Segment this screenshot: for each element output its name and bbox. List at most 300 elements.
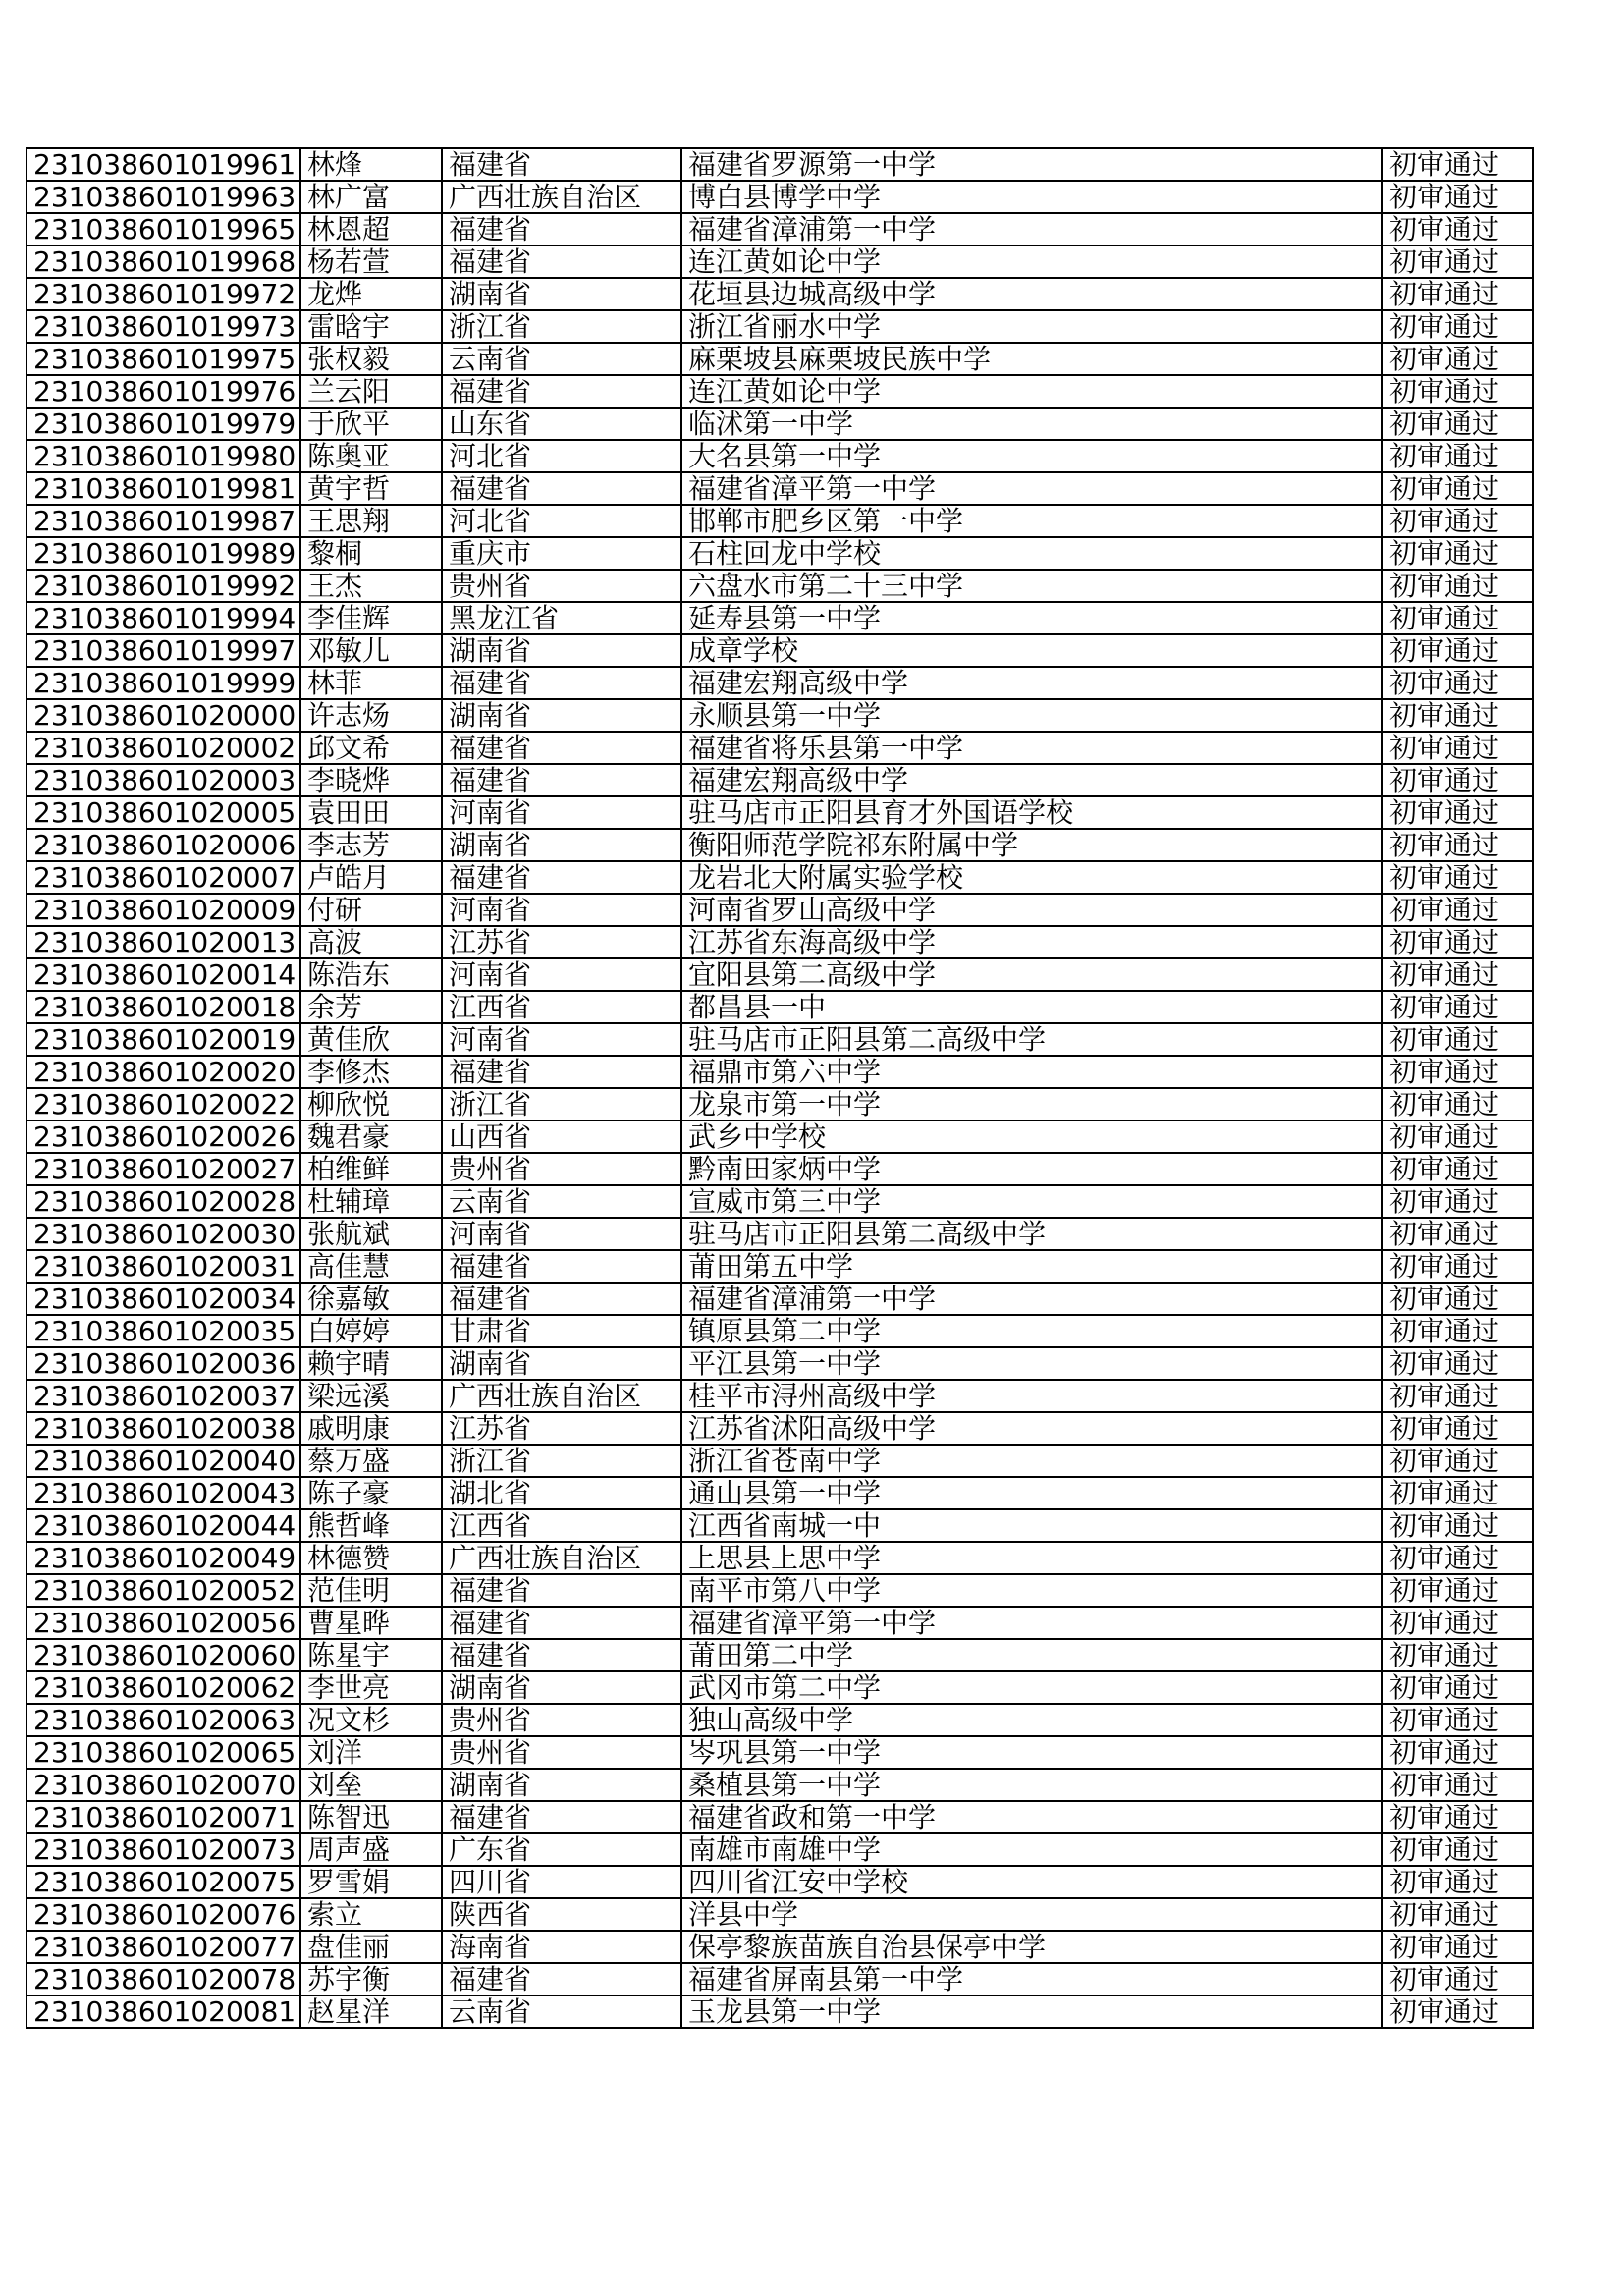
candidate-id-cell: 231038601020070 [27,1769,300,1801]
school-cell: 南雄市南雄中学 [681,1833,1382,1866]
candidate-name-cell: 赵星洋 [300,1995,442,2028]
status-cell: 初审通过 [1382,1866,1533,1898]
province-cell: 浙江省 [442,1088,681,1121]
school-cell: 永顺县第一中学 [681,699,1382,732]
candidate-id-cell: 231038601019972 [27,278,300,310]
candidate-name-cell: 林德赞 [300,1542,442,1574]
candidate-id-cell: 231038601020077 [27,1931,300,1963]
school-cell: 福建宏翔高级中学 [681,667,1382,699]
table-row [27,148,1533,181]
candidate-id-cell: 231038601020056 [27,1607,300,1639]
status-cell: 初审通过 [1382,1250,1533,1283]
status-cell: 初审通过 [1382,1056,1533,1088]
school-cell: 驻马店市正阳县第二高级中学 [681,1218,1382,1250]
school-cell: 浙江省苍南中学 [681,1445,1382,1477]
school-cell: 福建省漳平第一中学 [681,472,1382,505]
province-cell: 广西壮族自治区 [442,1542,681,1574]
status-cell: 初审通过 [1382,375,1533,408]
status-cell: 初审通过 [1382,505,1533,537]
table-row [27,1153,1533,1185]
school-cell: 福建省将乐县第一中学 [681,732,1382,764]
table-row [27,1121,1533,1153]
school-cell: 独山高级中学 [681,1704,1382,1736]
candidate-name-cell: 索立 [300,1898,442,1931]
status-cell: 初审通过 [1382,1509,1533,1542]
province-cell: 陕西省 [442,1898,681,1931]
candidate-id-cell: 231038601020073 [27,1833,300,1866]
status-cell: 初审通过 [1382,213,1533,246]
province-cell: 河南省 [442,894,681,926]
table-row [27,570,1533,602]
candidate-id-cell: 231038601020076 [27,1898,300,1931]
candidate-id-cell: 231038601019961 [27,148,300,181]
status-cell: 初审通过 [1382,1898,1533,1931]
status-cell: 初审通过 [1382,634,1533,667]
table-row [27,796,1533,829]
candidate-name-cell: 兰云阳 [300,375,442,408]
candidate-name-cell: 白婷婷 [300,1315,442,1347]
table-row [27,213,1533,246]
candidate-name-cell: 况文杉 [300,1704,442,1736]
school-cell: 河南省罗山高级中学 [681,894,1382,926]
candidate-id-cell: 231038601019968 [27,246,300,278]
candidate-id-cell: 231038601020000 [27,699,300,732]
candidate-name-cell: 邓敏儿 [300,634,442,667]
status-cell: 初审通过 [1382,440,1533,472]
candidate-name-cell: 袁田田 [300,796,442,829]
status-cell: 初审通过 [1382,1736,1533,1769]
candidate-id-cell: 231038601019997 [27,634,300,667]
school-cell: 保亭黎族苗族自治县保亭中学 [681,1931,1382,1963]
table-row [27,1023,1533,1056]
province-cell: 福建省 [442,732,681,764]
candidate-id-cell: 231038601020043 [27,1477,300,1509]
province-cell: 福建省 [442,1250,681,1283]
table-row [27,1671,1533,1704]
school-cell: 石柱回龙中学校 [681,537,1382,570]
school-cell: 桂平市浔州高级中学 [681,1380,1382,1412]
table-row [27,1283,1533,1315]
province-cell: 贵州省 [442,1704,681,1736]
candidate-name-cell: 罗雪娟 [300,1866,442,1898]
province-cell: 浙江省 [442,1445,681,1477]
province-cell: 湖南省 [442,1671,681,1704]
candidate-id-cell: 231038601020034 [27,1283,300,1315]
candidate-name-cell: 刘洋 [300,1736,442,1769]
candidate-name-cell: 卢皓月 [300,861,442,894]
school-cell: 上思县上思中学 [681,1542,1382,1574]
province-cell: 湖南省 [442,829,681,861]
candidate-name-cell: 盘佳丽 [300,1931,442,1963]
candidate-id-cell: 231038601020038 [27,1412,300,1445]
table-row [27,829,1533,861]
school-cell: 龙岩北大附属实验学校 [681,861,1382,894]
table-row [27,375,1533,408]
school-cell: 花垣县边城高级中学 [681,278,1382,310]
school-cell: 成章学校 [681,634,1382,667]
candidate-id-cell: 231038601020063 [27,1704,300,1736]
province-cell: 湖南省 [442,1347,681,1380]
candidate-name-cell: 范佳明 [300,1574,442,1607]
candidate-name-cell: 赖宇晴 [300,1347,442,1380]
school-cell: 福建省漳浦第一中学 [681,213,1382,246]
status-cell: 初审通过 [1382,1283,1533,1315]
status-cell: 初审通过 [1382,1671,1533,1704]
status-cell: 初审通过 [1382,1833,1533,1866]
province-cell: 湖南省 [442,278,681,310]
province-cell: 湖南省 [442,699,681,732]
province-cell: 贵州省 [442,1736,681,1769]
table-row [27,764,1533,796]
school-cell: 浙江省丽水中学 [681,310,1382,343]
candidate-name-cell: 柏维鲜 [300,1153,442,1185]
school-cell: 大名县第一中学 [681,440,1382,472]
status-cell: 初审通过 [1382,1445,1533,1477]
school-cell: 宣威市第三中学 [681,1185,1382,1218]
candidate-name-cell: 戚明康 [300,1412,442,1445]
school-cell: 连江黄如论中学 [681,246,1382,278]
candidate-id-cell: 231038601020052 [27,1574,300,1607]
table-row [27,1185,1533,1218]
status-cell: 初审通过 [1382,1315,1533,1347]
table-row [27,1218,1533,1250]
candidate-id-cell: 231038601019994 [27,602,300,634]
school-cell: 延寿县第一中学 [681,602,1382,634]
candidate-id-cell: 231038601020049 [27,1542,300,1574]
province-cell: 福建省 [442,148,681,181]
candidate-id-cell: 231038601020044 [27,1509,300,1542]
candidate-name-cell: 高波 [300,926,442,958]
candidate-name-cell: 柳欣悦 [300,1088,442,1121]
school-cell: 平江县第一中学 [681,1347,1382,1380]
province-cell: 广西壮族自治区 [442,1380,681,1412]
school-cell: 江苏省东海高级中学 [681,926,1382,958]
school-cell: 福鼎市第六中学 [681,1056,1382,1088]
candidate-id-cell: 231038601019965 [27,213,300,246]
candidate-name-cell: 李志芳 [300,829,442,861]
status-cell: 初审通过 [1382,926,1533,958]
candidate-name-cell: 陈子豪 [300,1477,442,1509]
province-cell: 福建省 [442,1056,681,1088]
status-cell: 初审通过 [1382,1023,1533,1056]
status-cell: 初审通过 [1382,1088,1533,1121]
candidate-name-cell: 林恩超 [300,213,442,246]
table-row [27,634,1533,667]
candidate-id-cell: 231038601019973 [27,310,300,343]
school-cell: 镇原县第二中学 [681,1315,1382,1347]
candidate-name-cell: 张航斌 [300,1218,442,1250]
candidate-name-cell: 张权毅 [300,343,442,375]
status-cell: 初审通过 [1382,1185,1533,1218]
province-cell: 湖南省 [442,1769,681,1801]
school-cell: 岑巩县第一中学 [681,1736,1382,1769]
school-cell: 驻马店市正阳县第二高级中学 [681,1023,1382,1056]
candidate-name-cell: 高佳慧 [300,1250,442,1283]
table-row [27,991,1533,1023]
status-cell: 初审通过 [1382,1995,1533,2028]
status-cell: 初审通过 [1382,894,1533,926]
school-cell: 连江黄如论中学 [681,375,1382,408]
candidate-name-cell: 于欣平 [300,408,442,440]
table-row [27,1898,1533,1931]
status-cell: 初审通过 [1382,1574,1533,1607]
candidate-name-cell: 王思翔 [300,505,442,537]
table-row [27,278,1533,310]
school-cell: 麻栗坡县麻栗坡民族中学 [681,343,1382,375]
province-cell: 福建省 [442,213,681,246]
province-cell: 福建省 [442,667,681,699]
province-cell: 江苏省 [442,926,681,958]
status-cell: 初审通过 [1382,310,1533,343]
candidate-id-cell: 231038601020003 [27,764,300,796]
school-cell: 四川省江安中学校 [681,1866,1382,1898]
status-cell: 初审通过 [1382,1153,1533,1185]
table-row [27,1315,1533,1347]
status-cell: 初审通过 [1382,537,1533,570]
province-cell: 河北省 [442,440,681,472]
school-cell: 驻马店市正阳县育才外国语学校 [681,796,1382,829]
candidate-id-cell: 231038601020018 [27,991,300,1023]
candidate-id-cell: 231038601020071 [27,1801,300,1833]
status-cell: 初审通过 [1382,1542,1533,1574]
candidate-id-cell: 231038601019992 [27,570,300,602]
table-row [27,667,1533,699]
table-row [27,1477,1533,1509]
province-cell: 福建省 [442,375,681,408]
candidate-id-cell: 231038601020013 [27,926,300,958]
status-cell: 初审通过 [1382,343,1533,375]
status-cell: 初审通过 [1382,1380,1533,1412]
status-cell: 初审通过 [1382,1607,1533,1639]
school-cell: 桑植县第一中学 [681,1769,1382,1801]
table-row [27,1963,1533,1995]
candidate-name-cell: 曹星晔 [300,1607,442,1639]
school-cell: 南平市第八中学 [681,1574,1382,1607]
school-cell: 福建省政和第一中学 [681,1801,1382,1833]
school-cell: 都昌县一中 [681,991,1382,1023]
province-cell: 河北省 [442,505,681,537]
table-row [27,408,1533,440]
table-row [27,861,1533,894]
province-cell: 山东省 [442,408,681,440]
status-cell: 初审通过 [1382,667,1533,699]
province-cell: 黑龙江省 [442,602,681,634]
province-cell: 云南省 [442,1185,681,1218]
school-cell: 武冈市第二中学 [681,1671,1382,1704]
candidate-id-cell: 231038601020002 [27,732,300,764]
school-cell: 莆田第五中学 [681,1250,1382,1283]
candidate-id-cell: 231038601020020 [27,1056,300,1088]
province-cell: 湖北省 [442,1477,681,1509]
status-cell: 初审通过 [1382,796,1533,829]
candidate-name-cell: 雷晗宇 [300,310,442,343]
status-cell: 初审通过 [1382,148,1533,181]
table-row [27,602,1533,634]
province-cell: 福建省 [442,246,681,278]
candidate-name-cell: 林烽 [300,148,442,181]
table-row [27,537,1533,570]
candidate-id-cell: 231038601019963 [27,181,300,213]
candidate-name-cell: 黎桐 [300,537,442,570]
candidate-name-cell: 杨若萱 [300,246,442,278]
candidate-id-cell: 231038601019987 [27,505,300,537]
school-cell: 福建省漳浦第一中学 [681,1283,1382,1315]
school-cell: 宜阳县第二高级中学 [681,958,1382,991]
candidate-name-cell: 陈浩东 [300,958,442,991]
province-cell: 河南省 [442,796,681,829]
table-row [27,732,1533,764]
province-cell: 福建省 [442,1574,681,1607]
table-row [27,310,1533,343]
candidate-id-cell: 231038601020031 [27,1250,300,1283]
status-cell: 初审通过 [1382,1412,1533,1445]
candidate-id-cell: 231038601020035 [27,1315,300,1347]
candidate-id-cell: 231038601020065 [27,1736,300,1769]
candidate-id-cell: 231038601020036 [27,1347,300,1380]
candidate-name-cell: 陈智迅 [300,1801,442,1833]
table-row [27,1380,1533,1412]
province-cell: 江苏省 [442,1412,681,1445]
candidate-id-cell: 231038601019981 [27,472,300,505]
table-row [27,1704,1533,1736]
status-cell: 初审通过 [1382,246,1533,278]
candidate-name-cell: 刘垒 [300,1769,442,1801]
candidate-id-cell: 231038601020022 [27,1088,300,1121]
province-cell: 云南省 [442,343,681,375]
table-row [27,1995,1533,2028]
table-row [27,1445,1533,1477]
status-cell: 初审通过 [1382,1769,1533,1801]
status-cell: 初审通过 [1382,958,1533,991]
province-cell: 福建省 [442,1607,681,1639]
province-cell: 福建省 [442,1639,681,1671]
status-cell: 初审通过 [1382,602,1533,634]
province-cell: 海南省 [442,1931,681,1963]
table-row [27,699,1533,732]
table-row [27,181,1533,213]
status-cell: 初审通过 [1382,1963,1533,1995]
school-cell: 福建省屏南县第一中学 [681,1963,1382,1995]
school-cell: 龙泉市第一中学 [681,1088,1382,1121]
candidate-name-cell: 李晓烨 [300,764,442,796]
candidate-id-cell: 231038601020026 [27,1121,300,1153]
status-cell: 初审通过 [1382,1704,1533,1736]
candidate-id-cell: 231038601020062 [27,1671,300,1704]
province-cell: 广西壮族自治区 [442,181,681,213]
school-cell: 江西省南城一中 [681,1509,1382,1542]
candidate-name-cell: 林菲 [300,667,442,699]
candidate-name-cell: 陈奥亚 [300,440,442,472]
province-cell: 广东省 [442,1833,681,1866]
table-row [27,1607,1533,1639]
candidate-id-cell: 231038601020009 [27,894,300,926]
candidate-id-cell: 231038601019989 [27,537,300,570]
province-cell: 重庆市 [442,537,681,570]
table-row [27,1412,1533,1445]
candidate-name-cell: 余芳 [300,991,442,1023]
table-row [27,1639,1533,1671]
status-cell: 初审通过 [1382,1801,1533,1833]
school-cell: 福建省罗源第一中学 [681,148,1382,181]
candidate-name-cell: 陈星宇 [300,1639,442,1671]
status-cell: 初审通过 [1382,764,1533,796]
table-row [27,343,1533,375]
table-row [27,1347,1533,1380]
status-cell: 初审通过 [1382,1931,1533,1963]
province-cell: 贵州省 [442,570,681,602]
table-row [27,1056,1533,1088]
table-row [27,1833,1533,1866]
candidate-id-cell: 231038601020007 [27,861,300,894]
status-cell: 初审通过 [1382,278,1533,310]
table-row [27,1931,1533,1963]
province-cell: 湖南省 [442,634,681,667]
candidate-name-cell: 黄宇哲 [300,472,442,505]
results-table-body [27,148,1533,2028]
status-cell: 初审通过 [1382,699,1533,732]
candidate-name-cell: 杜辅璋 [300,1185,442,1218]
table-row [27,958,1533,991]
candidate-id-cell: 231038601019975 [27,343,300,375]
status-cell: 初审通过 [1382,570,1533,602]
status-cell: 初审通过 [1382,1347,1533,1380]
table-row [27,1574,1533,1607]
status-cell: 初审通过 [1382,472,1533,505]
candidate-id-cell: 231038601020014 [27,958,300,991]
candidate-id-cell: 231038601019999 [27,667,300,699]
candidate-name-cell: 熊哲峰 [300,1509,442,1542]
school-cell: 江苏省沭阳高级中学 [681,1412,1382,1445]
province-cell: 江西省 [442,1509,681,1542]
candidate-id-cell: 231038601019976 [27,375,300,408]
table-row [27,1866,1533,1898]
candidate-id-cell: 231038601020060 [27,1639,300,1671]
candidate-id-cell: 231038601020081 [27,1995,300,2028]
table-row [27,1769,1533,1801]
candidate-name-cell: 林广富 [300,181,442,213]
status-cell: 初审通过 [1382,1639,1533,1671]
candidate-id-cell: 231038601020037 [27,1380,300,1412]
table-row [27,472,1533,505]
candidate-name-cell: 许志炀 [300,699,442,732]
table-row [27,440,1533,472]
candidate-name-cell: 龙烨 [300,278,442,310]
candidate-id-cell: 231038601020040 [27,1445,300,1477]
province-cell: 河南省 [442,958,681,991]
province-cell: 山西省 [442,1121,681,1153]
school-cell: 通山县第一中学 [681,1477,1382,1509]
province-cell: 四川省 [442,1866,681,1898]
province-cell: 福建省 [442,1801,681,1833]
province-cell: 甘肃省 [442,1315,681,1347]
candidate-id-cell: 231038601020006 [27,829,300,861]
school-cell: 衡阳师范学院祁东附属中学 [681,829,1382,861]
table-row [27,1250,1533,1283]
status-cell: 初审通过 [1382,732,1533,764]
candidate-name-cell: 付研 [300,894,442,926]
province-cell: 河南省 [442,1023,681,1056]
status-cell: 初审通过 [1382,181,1533,213]
province-cell: 贵州省 [442,1153,681,1185]
province-cell: 福建省 [442,472,681,505]
status-cell: 初审通过 [1382,1121,1533,1153]
table-row [27,1509,1533,1542]
table-row [27,505,1533,537]
results-table [26,147,1534,2029]
candidate-name-cell: 周声盛 [300,1833,442,1866]
candidate-name-cell: 李修杰 [300,1056,442,1088]
school-cell: 六盘水市第二十三中学 [681,570,1382,602]
